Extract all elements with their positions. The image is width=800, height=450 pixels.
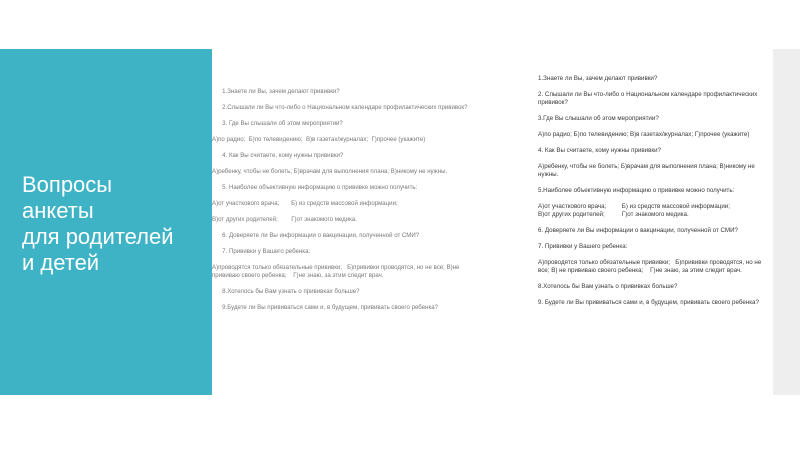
questionnaire-line: А)ребенку, чтобы не болеть; Б)врачам для выполнения плана; В)никому не — [538, 163, 755, 170]
questionnaire-line: 7. Прививки у Вашего ребенка: — [538, 243, 628, 250]
questionnaire-line: 6. Доверяете ли Вы информации о вакцинации, полученной от СМИ? — [538, 227, 738, 234]
questionnaire-line: 1.Знаете ли Вы, зачем делают прививки? — [538, 75, 658, 82]
questionnaire-line — [538, 83, 770, 91]
title-line: Вопросы — [22, 172, 113, 197]
questionnaire-line — [538, 155, 770, 163]
questionnaire-line: А)проводятся только обязательные прививки; Б)прививки проводятся, но не — [538, 259, 762, 266]
questionnaire-line: В)от других родителей; Г)от знакомого медика. — [538, 211, 689, 218]
title-line: и детей — [22, 250, 100, 275]
faded-text-line: А)ребенку, чтобы не болеть; Б)врачам для выполнения плана; В)никому не нужны. — [212, 168, 448, 175]
questionnaire-line — [538, 275, 770, 283]
title-line: анкеты — [22, 198, 94, 223]
questionnaire-line — [538, 195, 770, 203]
questionnaire-line — [538, 179, 770, 187]
faded-text-line: 5. Наиболее объективную информацию о прививке можно получить: — [212, 184, 418, 191]
faded-text-line — [212, 128, 528, 136]
faded-text-line: В)от других родителей; Г)от знакомого медика. — [212, 216, 357, 223]
faded-text-line: А)по радио; Б)по телевидению; В)в газетах/журналах; Г)прочее (укажите) — [212, 136, 426, 143]
slide-title — [22, 172, 212, 276]
faded-text-line: 2.Слышали ли Вы что-либо о Национальном календаре профилактических прививок? — [212, 104, 468, 111]
faded-text-line: 9.Будете ли Вы прививаться сами и, в будущем, прививать своего ребенка? — [212, 304, 439, 311]
questionnaire-line: прививок? — [538, 99, 568, 106]
faded-text-line — [212, 224, 528, 232]
questionnaire-faded-text — [212, 88, 528, 312]
bottom-margin — [0, 395, 800, 450]
questionnaire-line — [538, 219, 770, 227]
faded-text-line — [212, 176, 528, 184]
questionnaire-line — [538, 139, 770, 147]
questionnaire-line: А)по радио; Б)по телевидению; В)в газетах/журналах; Г)прочее (укажите) — [538, 131, 750, 138]
side-stripe — [773, 49, 800, 395]
questionnaire-line — [538, 291, 770, 299]
questionnaire-line — [538, 123, 770, 131]
questionnaire-line: А)от участкового врача; Б) из средств массовой информации; — [538, 203, 730, 210]
questionnaire-line: нужны. — [538, 171, 559, 178]
faded-text-line: 1.Знаете ли Вы, зачем делают прививки? — [212, 88, 340, 95]
faded-text-line: 3. Где Вы слышали об этом мероприятии? — [212, 120, 343, 127]
faded-text-line — [212, 192, 528, 200]
faded-text-line — [212, 280, 528, 288]
title-line: для родителей — [22, 224, 174, 249]
questionnaire-faded-column — [212, 49, 528, 395]
questionnaire-line: 2. Слышали ли Вы что-либо о Национальном календаре профилактических — [538, 91, 758, 98]
faded-text-line — [212, 112, 528, 120]
questionnaire-line: 4. Как Вы считаете, кому нужны прививки? — [538, 147, 661, 154]
faded-text-line: 7. Прививки у Вашего ребенка: — [212, 248, 311, 255]
faded-text-line: А)от участкового врача; Б) из средств массовой информации; — [212, 200, 398, 207]
faded-text-line — [212, 96, 528, 104]
faded-text-line: 6. Доверяете ли Вы информации о вакцинации, полученной от СМИ? — [212, 232, 420, 239]
questionnaire-line: все; В) не прививаю своего ребенка; Г)не знаю, за этим следит врач. — [538, 267, 742, 274]
questionnaire-line — [538, 235, 770, 243]
faded-text-line: 8.Хотелось бы Вам узнать о прививках больше? — [212, 288, 360, 295]
questionnaire-line: 9. Будете ли Вы прививаться сами и, в будущем, прививать своего ребенка? — [538, 299, 759, 306]
questionnaire-column — [528, 49, 773, 395]
questionnaire-text — [538, 75, 770, 307]
questionnaire-line — [538, 251, 770, 259]
top-margin — [0, 0, 800, 49]
faded-text-line: А)проводятся только обязательные прививки; Б)прививки проводятся, но не все; В)не — [212, 264, 460, 271]
faded-text-line: 4. Как Вы считаете, кому нужны прививки? — [212, 152, 344, 159]
questionnaire-line — [538, 107, 770, 115]
faded-text-line — [212, 240, 528, 248]
faded-text-line — [212, 160, 528, 168]
faded-text-line — [212, 208, 528, 216]
faded-text-line — [212, 296, 528, 304]
faded-text-line — [212, 256, 528, 264]
faded-text-line: прививаю своего ребенка; Г)не знаю, за этим следит врач. — [212, 272, 384, 279]
faded-text-line — [212, 144, 528, 152]
questionnaire-line: 5.Наиболее объективную информацию о прививке можно получить: — [538, 187, 735, 194]
questionnaire-line: 8.Хотелось бы Вам узнать о прививках больше? — [538, 283, 678, 290]
questionnaire-line: 3.Где Вы слышали об этом мероприятии? — [538, 115, 659, 122]
